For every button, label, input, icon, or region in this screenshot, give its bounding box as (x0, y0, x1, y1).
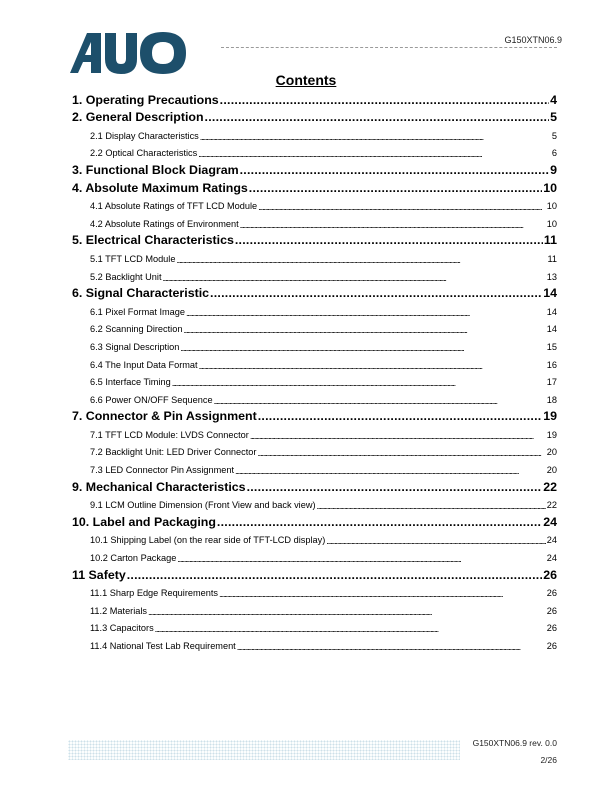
toc-section-entry[interactable] (72, 107, 557, 125)
toc-entry-page-number: 19 (543, 409, 557, 424)
toc-subsection-entry[interactable] (72, 212, 557, 230)
toc-entry-label: 6. Signal Characteristic (72, 286, 210, 301)
toc-dot-leader (235, 466, 546, 476)
toc-entry-page-number: 14 (546, 306, 557, 317)
toc-dot-leader (247, 480, 543, 494)
toc-section-entry[interactable] (72, 511, 557, 529)
toc-dot-leader (180, 343, 545, 353)
toc-section-entry[interactable] (72, 406, 557, 424)
toc-subsection-entry[interactable] (72, 335, 557, 353)
auo-logo (70, 32, 186, 74)
toc-dot-leader (127, 568, 542, 582)
toc-entry-page-number: 20 (546, 465, 557, 476)
toc-dot-leader (163, 273, 546, 283)
table-of-contents (72, 89, 557, 652)
toc-entry-page-number: 16 (546, 359, 557, 370)
toc-entry-label: 7. Connector & Pin Assignment (72, 409, 257, 424)
toc-entry-label: 11.2 Materials (90, 605, 148, 616)
toc-entry-label: 6.5 Interface Timing (90, 377, 171, 388)
toc-entry-page-number: 22 (543, 479, 557, 494)
toc-entry-label: 9.1 LCM Outline Dimension (Front View and back view) (90, 500, 316, 511)
toc-entry-label: 7.3 LED Connector Pin Assignment (90, 465, 235, 476)
toc-entry-label: 2.1 Display Characteristics (90, 130, 199, 141)
toc-subsection-entry[interactable] (72, 371, 557, 389)
toc-subsection-entry[interactable] (72, 599, 557, 617)
toc-dot-leader (258, 409, 542, 423)
toc-entry-page-number: 26 (546, 623, 557, 634)
toc-section-entry[interactable] (72, 283, 557, 301)
footer-dot-pattern (68, 740, 460, 760)
toc-subsection-entry[interactable] (72, 195, 557, 213)
toc-entry-label: 1. Operating Precautions (72, 92, 219, 107)
toc-entry-label: 7.1 TFT LCD Module: LVDS Connector (90, 429, 249, 440)
toc-subsection-entry[interactable] (72, 388, 557, 406)
toc-dot-leader (199, 361, 546, 371)
toc-entry-label: 11.1 Sharp Edge Requirements (90, 588, 219, 599)
toc-dot-leader (200, 132, 551, 142)
toc-entry-page-number: 26 (546, 641, 557, 651)
header-model-code: G150XTN06.9 (504, 35, 562, 45)
toc-entry-label: 5.2 Backlight Unit (90, 271, 162, 282)
toc-entry-label: 2.2 Optical Characteristics (90, 148, 198, 159)
toc-dot-leader (250, 431, 546, 441)
toc-entry-page-number: 11 (543, 233, 557, 248)
toc-dot-leader (237, 642, 546, 652)
toc-entry-label: 6.4 The Input Data Format (90, 359, 198, 370)
toc-subsection-entry[interactable] (72, 318, 557, 336)
toc-entry-page-number: 26 (546, 588, 557, 599)
toc-dot-leader (217, 515, 542, 529)
toc-entry-page-number: 15 (546, 341, 557, 352)
header-divider (221, 47, 557, 48)
toc-entry-page-number: 17 (546, 377, 557, 388)
toc-entry-label: 5.1 TFT LCD Module (90, 253, 176, 264)
toc-entry-page-number: 5 (551, 130, 557, 141)
toc-entry-page-number: 10 (546, 201, 557, 212)
toc-entry-page-number: 20 (546, 447, 557, 458)
toc-entry-page-number: 10 (543, 180, 557, 195)
toc-entry-label: 6.6 Power ON/OFF Sequence (90, 394, 213, 405)
toc-subsection-entry[interactable] (72, 353, 557, 371)
footer-revision: G150XTN06.9 rev. 0.0 (472, 738, 557, 748)
toc-dot-leader (186, 308, 546, 318)
toc-entry-page-number: 9 (550, 162, 557, 177)
toc-entry-page-number: 5 (550, 110, 557, 125)
toc-subsection-entry[interactable] (72, 142, 557, 160)
page-title: Contents (275, 72, 337, 88)
toc-entry-page-number: 4 (550, 92, 557, 107)
toc-subsection-entry[interactable] (72, 458, 557, 476)
toc-section-entry[interactable] (72, 476, 557, 494)
toc-section-entry[interactable] (72, 89, 557, 107)
toc-subsection-entry[interactable] (72, 494, 557, 512)
toc-entry-page-number: 10 (546, 218, 557, 229)
toc-subsection-entry[interactable] (72, 634, 557, 652)
toc-subsection-entry[interactable] (72, 617, 557, 635)
toc-section-entry[interactable] (72, 177, 557, 195)
toc-entry-label: 10. Label and Packaging (72, 514, 216, 529)
toc-entry-page-number: 6 (551, 148, 557, 159)
toc-entry-label: 6.3 Signal Description (90, 341, 180, 352)
toc-section-entry[interactable] (72, 230, 557, 248)
toc-dot-leader (205, 110, 550, 124)
toc-dot-leader (177, 554, 545, 564)
toc-dot-leader (317, 501, 546, 511)
toc-dot-leader (258, 202, 546, 212)
toc-dot-leader (249, 181, 542, 195)
toc-entry-page-number: 24 (543, 514, 557, 529)
toc-dot-leader (148, 607, 546, 617)
toc-entry-label: 9. Mechanical Characteristics (72, 479, 246, 494)
toc-subsection-entry[interactable] (72, 546, 557, 564)
toc-entry-label: 5. Electrical Characteristics (72, 233, 234, 248)
toc-entry-page-number: 26 (543, 567, 557, 582)
toc-entry-page-number: 19 (546, 429, 557, 440)
toc-entry-page-number: 26 (546, 605, 557, 616)
toc-entry-label: 11.3 Capacitors (90, 623, 154, 634)
toc-subsection-entry[interactable] (72, 423, 557, 441)
toc-entry-label: 2. General Description (72, 110, 204, 125)
toc-entry-page-number: 22 (546, 500, 557, 511)
toc-section-entry[interactable] (72, 159, 557, 177)
toc-entry-label: 7.2 Backlight Unit: LED Driver Connector (90, 447, 257, 458)
toc-dot-leader (183, 325, 545, 335)
toc-subsection-entry[interactable] (72, 265, 557, 283)
toc-dot-leader (240, 163, 549, 177)
toc-entry-page-number: 13 (546, 271, 557, 282)
toc-subsection-entry[interactable] (72, 300, 557, 318)
toc-dot-leader (326, 536, 546, 546)
toc-dot-leader (235, 233, 543, 247)
toc-dot-leader (240, 220, 546, 230)
toc-entry-label: 11.4 National Test Lab Requirement (90, 641, 236, 651)
toc-subsection-entry[interactable] (72, 582, 557, 600)
toc-entry-label: 6.2 Scanning Direction (90, 324, 183, 335)
toc-entry-label: 11 Safety (72, 567, 126, 582)
toc-dot-leader (220, 93, 549, 107)
toc-entry-label: 3. Functional Block Diagram (72, 162, 239, 177)
toc-entry-label: 4. Absolute Maximum Ratings (72, 180, 248, 195)
toc-entry-page-number: 11 (547, 253, 557, 264)
toc-subsection-entry[interactable] (72, 124, 557, 142)
toc-dot-leader (219, 589, 546, 599)
toc-dot-leader (214, 396, 546, 406)
toc-dot-leader (257, 448, 545, 458)
toc-entry-page-number: 14 (546, 324, 557, 335)
footer-page-number: 2/26 (540, 755, 557, 765)
toc-entry-label: 10.2 Carton Package (90, 553, 177, 564)
toc-subsection-entry[interactable] (72, 529, 557, 547)
toc-entry-label: 4.1 Absolute Ratings of TFT LCD Module (90, 201, 258, 212)
toc-dot-leader (176, 255, 546, 265)
toc-entry-page-number: 18 (546, 394, 557, 405)
toc-section-entry[interactable] (72, 564, 557, 582)
toc-dot-leader (198, 149, 551, 159)
toc-entry-label: 4.2 Absolute Ratings of Environment (90, 218, 239, 229)
toc-dot-leader (172, 378, 546, 388)
toc-entry-page-number: 14 (543, 286, 557, 301)
toc-dot-leader (210, 286, 542, 300)
toc-entry-label: 6.1 Pixel Format Image (90, 306, 185, 317)
toc-entry-page-number: 24 (546, 553, 557, 564)
toc-entry-label: 10.1 Shipping Label (on the rear side of TFT-LCD display) (90, 535, 326, 546)
toc-subsection-entry[interactable] (72, 441, 557, 459)
toc-subsection-entry[interactable] (72, 247, 557, 265)
toc-entry-page-number: 24 (546, 535, 557, 546)
toc-dot-leader (155, 624, 546, 634)
